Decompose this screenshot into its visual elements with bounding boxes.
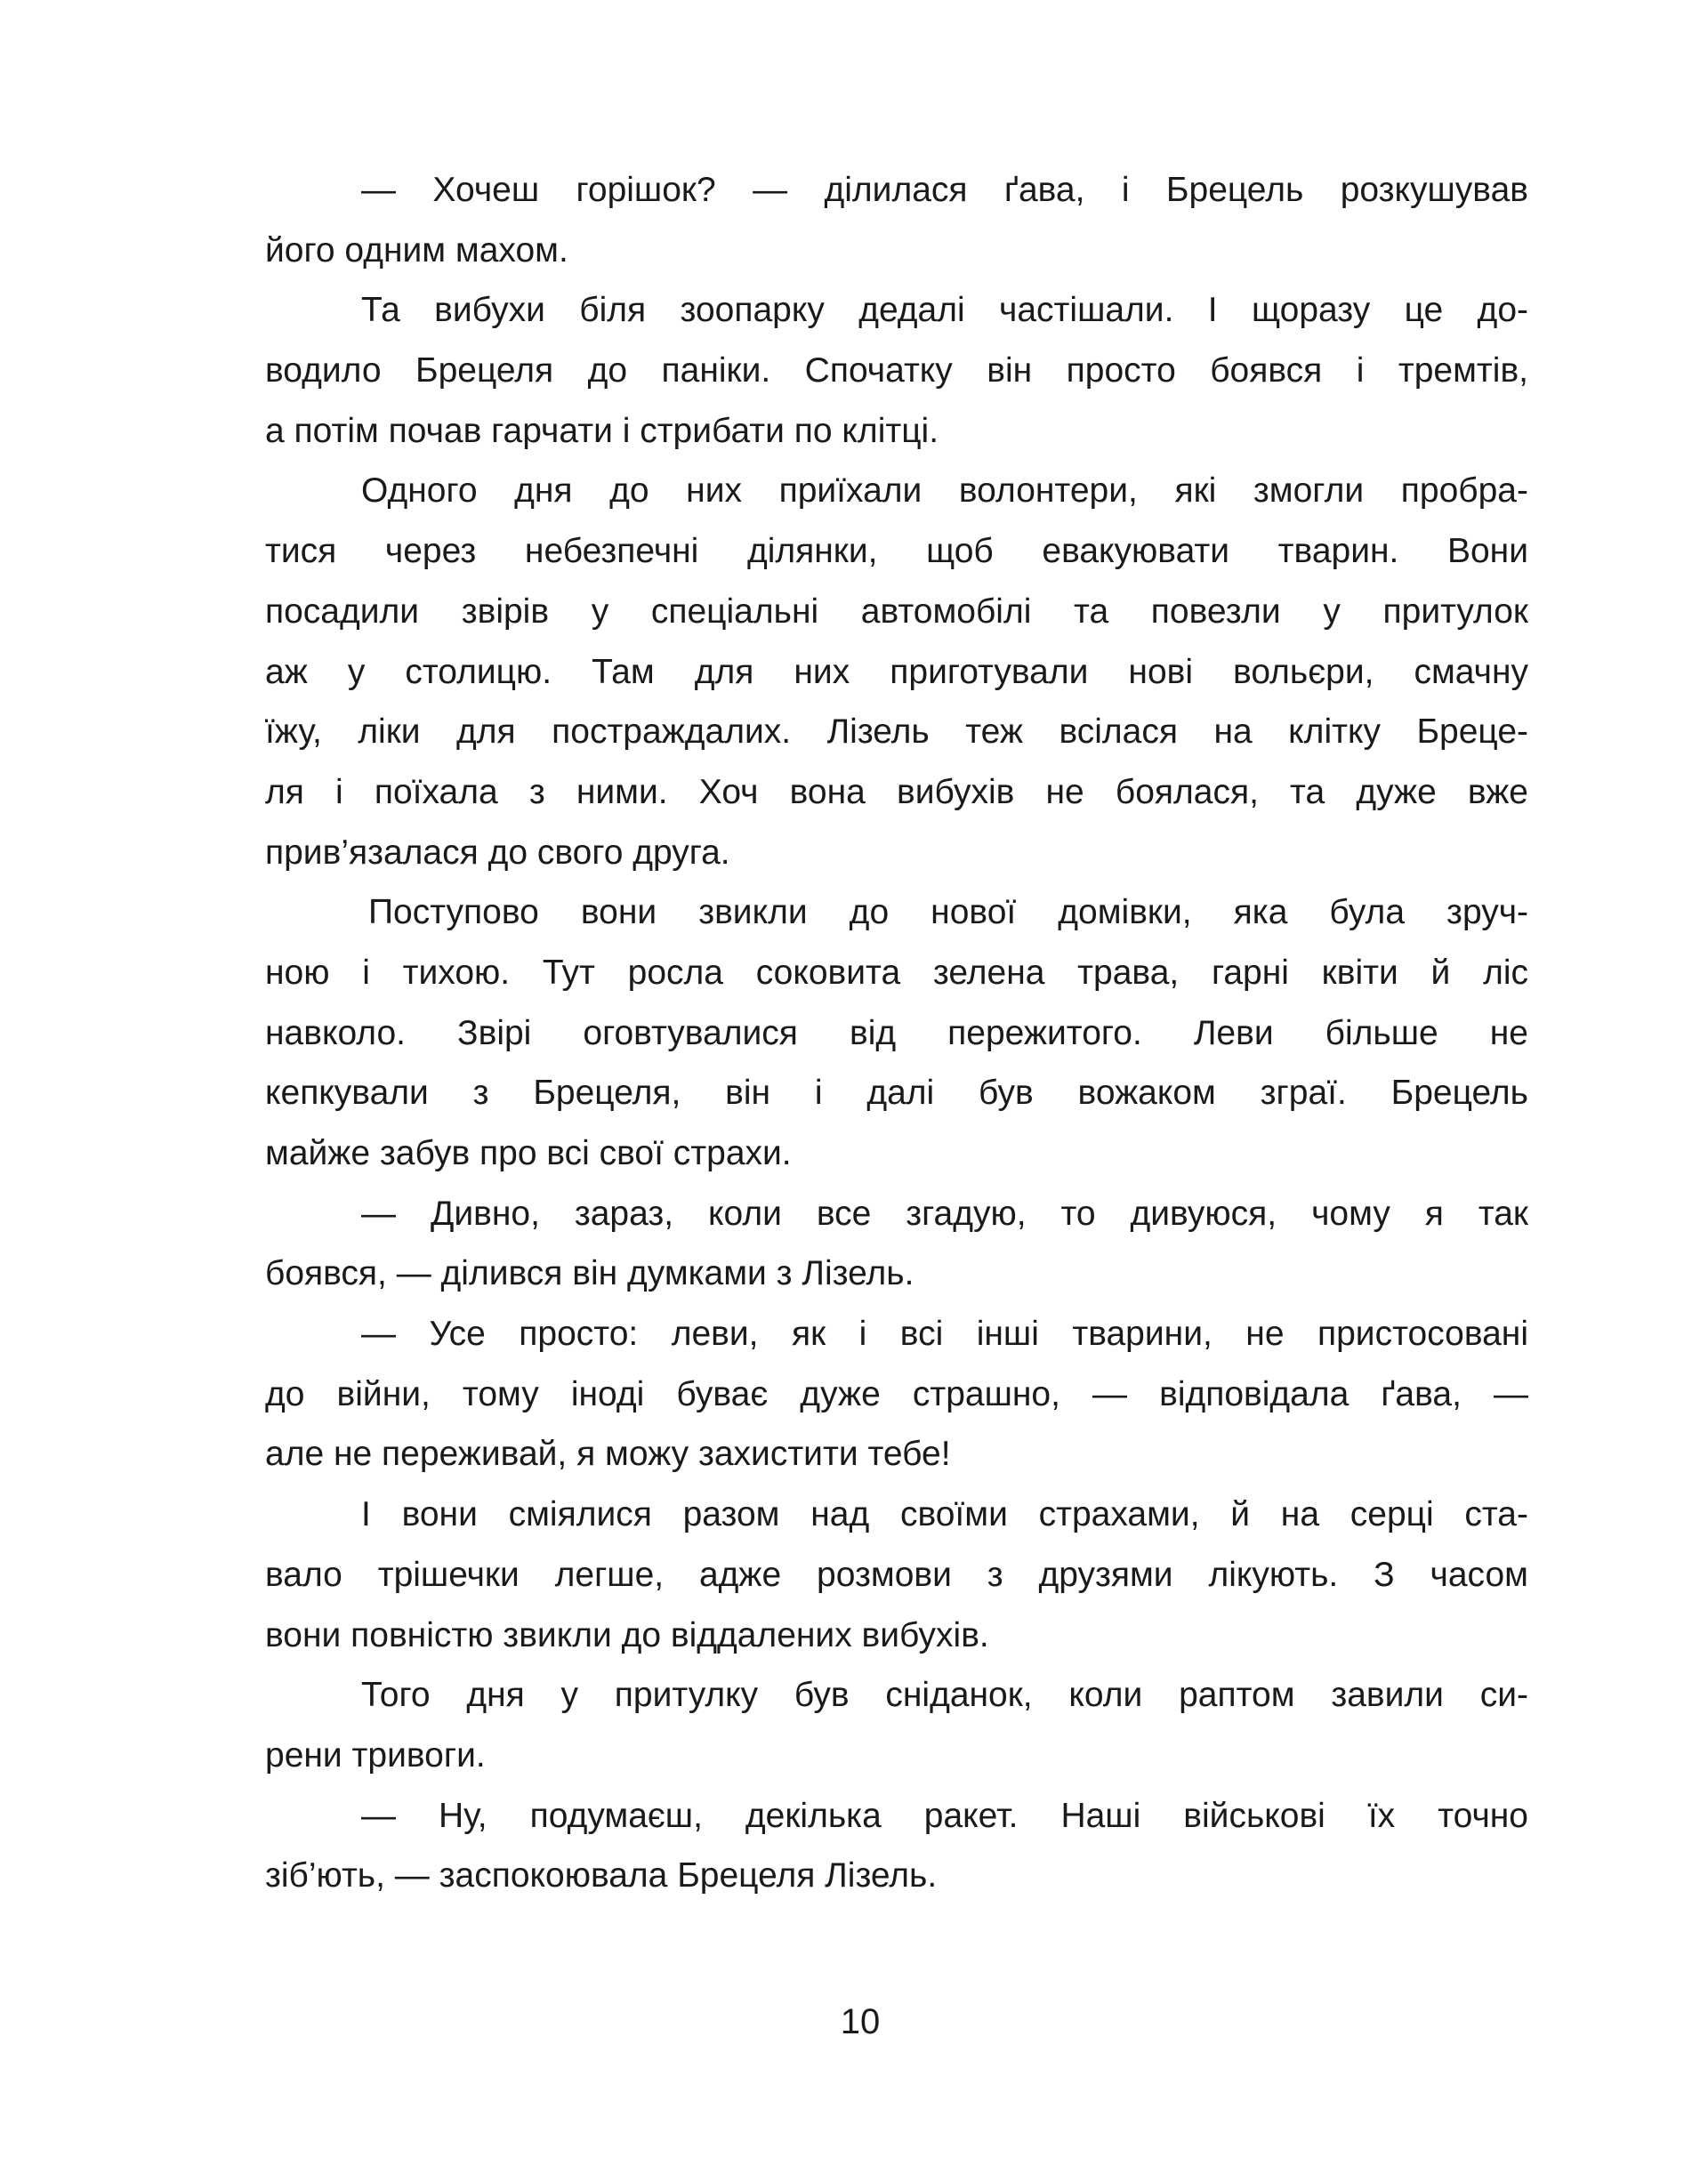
text-line: [265, 1184, 1528, 1244]
text-line: [265, 1243, 1528, 1304]
text-line: [265, 1304, 1528, 1364]
text-line: [265, 762, 1528, 823]
text-line-content: їжу, ліки для постраждалих. Лізель теж всілася на клітку Бреце-: [265, 712, 1528, 752]
text-line-content: Поступово вони звикли до нової домівки, яка була зруч-: [368, 893, 1528, 932]
text-line: [265, 521, 1528, 582]
text-line: [265, 1364, 1528, 1425]
text-line: [265, 1003, 1528, 1064]
text-line: [265, 401, 1528, 462]
text-line: [265, 280, 1528, 341]
text-line: [265, 1424, 1528, 1485]
text-line-content: водило Брецеля до паніки. Спочатку він просто боявся і тремтів,: [265, 351, 1528, 390]
text-line: [265, 1063, 1528, 1123]
text-line-content: тися через небезпечні ділянки, щоб евакуювати тварин. Вони: [265, 532, 1528, 571]
text-line-content: вало трішечки легше, адже розмови з друзями лікують. З часом: [265, 1555, 1528, 1594]
text-line-content: вони повністю звикли до віддалених вибухів.: [265, 1615, 989, 1654]
text-line: [265, 1123, 1528, 1184]
text-line-content: його одним махом.: [265, 230, 568, 270]
paragraph-sirens: [265, 1665, 1528, 1785]
text-line-content: Одного дня до них приїхали волонтери, які змогли пробра-: [361, 471, 1528, 511]
text-line: [265, 1786, 1528, 1847]
paragraph-dialogue-rockets: [265, 1786, 1528, 1906]
text-line-content: — Ну, подумаєш, декілька ракет. Наші військові їх точно: [361, 1796, 1528, 1835]
text-line: [265, 341, 1528, 401]
text-line: [265, 642, 1528, 703]
text-line-content: майже забув про всі свої страхи.: [265, 1134, 792, 1172]
text-line-content: зіб’ють, — заспокоювала Брецеля Лізель.: [265, 1856, 938, 1895]
paragraph-laughing: [265, 1485, 1528, 1665]
paragraph-new-home: [265, 882, 1528, 1183]
text-line-content: — Хочеш горішок? — ділилася ґава, і Брецель розкушував: [361, 171, 1528, 209]
paragraph-dialogue-nut-offer: [265, 160, 1528, 280]
text-line-content: — Дивно, зараз, коли все згадую, то дивуюся, чому я так: [361, 1194, 1528, 1233]
text-line: [265, 882, 1528, 943]
text-line: [265, 1846, 1528, 1906]
text-line-content: — Усе просто: леви, як і всі інші тварини, не пристосовані: [361, 1315, 1528, 1354]
text-line: [265, 582, 1528, 642]
text-line-content: але не переживай, я можу захистити тебе!: [265, 1435, 951, 1474]
text-line-content: навколо. Звірі оговтувалися від пережитого. Леви більше не: [265, 1013, 1528, 1052]
text-line: [265, 461, 1528, 521]
text-line-content: рени тривоги.: [265, 1735, 486, 1775]
text-line-content: І вони сміялися разом над своїми страхами, й на серці ста-: [361, 1495, 1528, 1534]
text-line: [265, 702, 1528, 762]
body-text: [265, 160, 1528, 1906]
text-line-content: ля і поїхала з ними. Хоч вона вибухів не боялася, та дуже вже: [265, 772, 1528, 811]
text-line: [265, 1606, 1528, 1666]
text-line: [265, 943, 1528, 1003]
text-line-content: до війни, тому іноді буває дуже страшно, — відповідала ґава, —: [265, 1374, 1528, 1413]
text-line-content: посадили звірів у спеціальні автомобілі та повезли у притулок: [265, 592, 1528, 631]
paragraph-explosions: [265, 280, 1528, 461]
page-number: 10: [840, 2002, 881, 2041]
text-line-content: Того дня у притулку був сніданок, коли раптом завили си-: [361, 1676, 1528, 1715]
text-line: [265, 1485, 1528, 1545]
text-line-content: аж у столицю. Там для них приготували нові вольєри, смачну: [265, 652, 1528, 691]
text-line-content: ною і тихою. Тут росла соковита зелена трава, гарні квіти й ліс: [265, 953, 1528, 992]
paragraph-evacuation: [265, 461, 1528, 882]
text-line-content: а потім почав гарчати і стрибати по клітці.: [265, 411, 939, 450]
text-line-content: кепкували з Брецеля, він і далі був вожаком зграї. Брецель: [265, 1074, 1528, 1113]
text-line: [265, 221, 1528, 281]
text-line-content: Та вибухи біля зоопарку дедалі частішали. І щоразу це до-: [361, 291, 1528, 330]
text-line: [265, 1665, 1528, 1726]
text-line: [265, 1726, 1528, 1786]
paragraph-dialogue-strange: [265, 1184, 1528, 1304]
text-line-content: прив’язалася до свого друга.: [265, 833, 730, 872]
text-line-content: боявся, — ділився він думками з Лізель.: [265, 1254, 914, 1293]
paragraph-dialogue-simple: [265, 1304, 1528, 1485]
text-line: [265, 160, 1528, 221]
text-line: [265, 823, 1528, 883]
text-line: [265, 1545, 1528, 1606]
